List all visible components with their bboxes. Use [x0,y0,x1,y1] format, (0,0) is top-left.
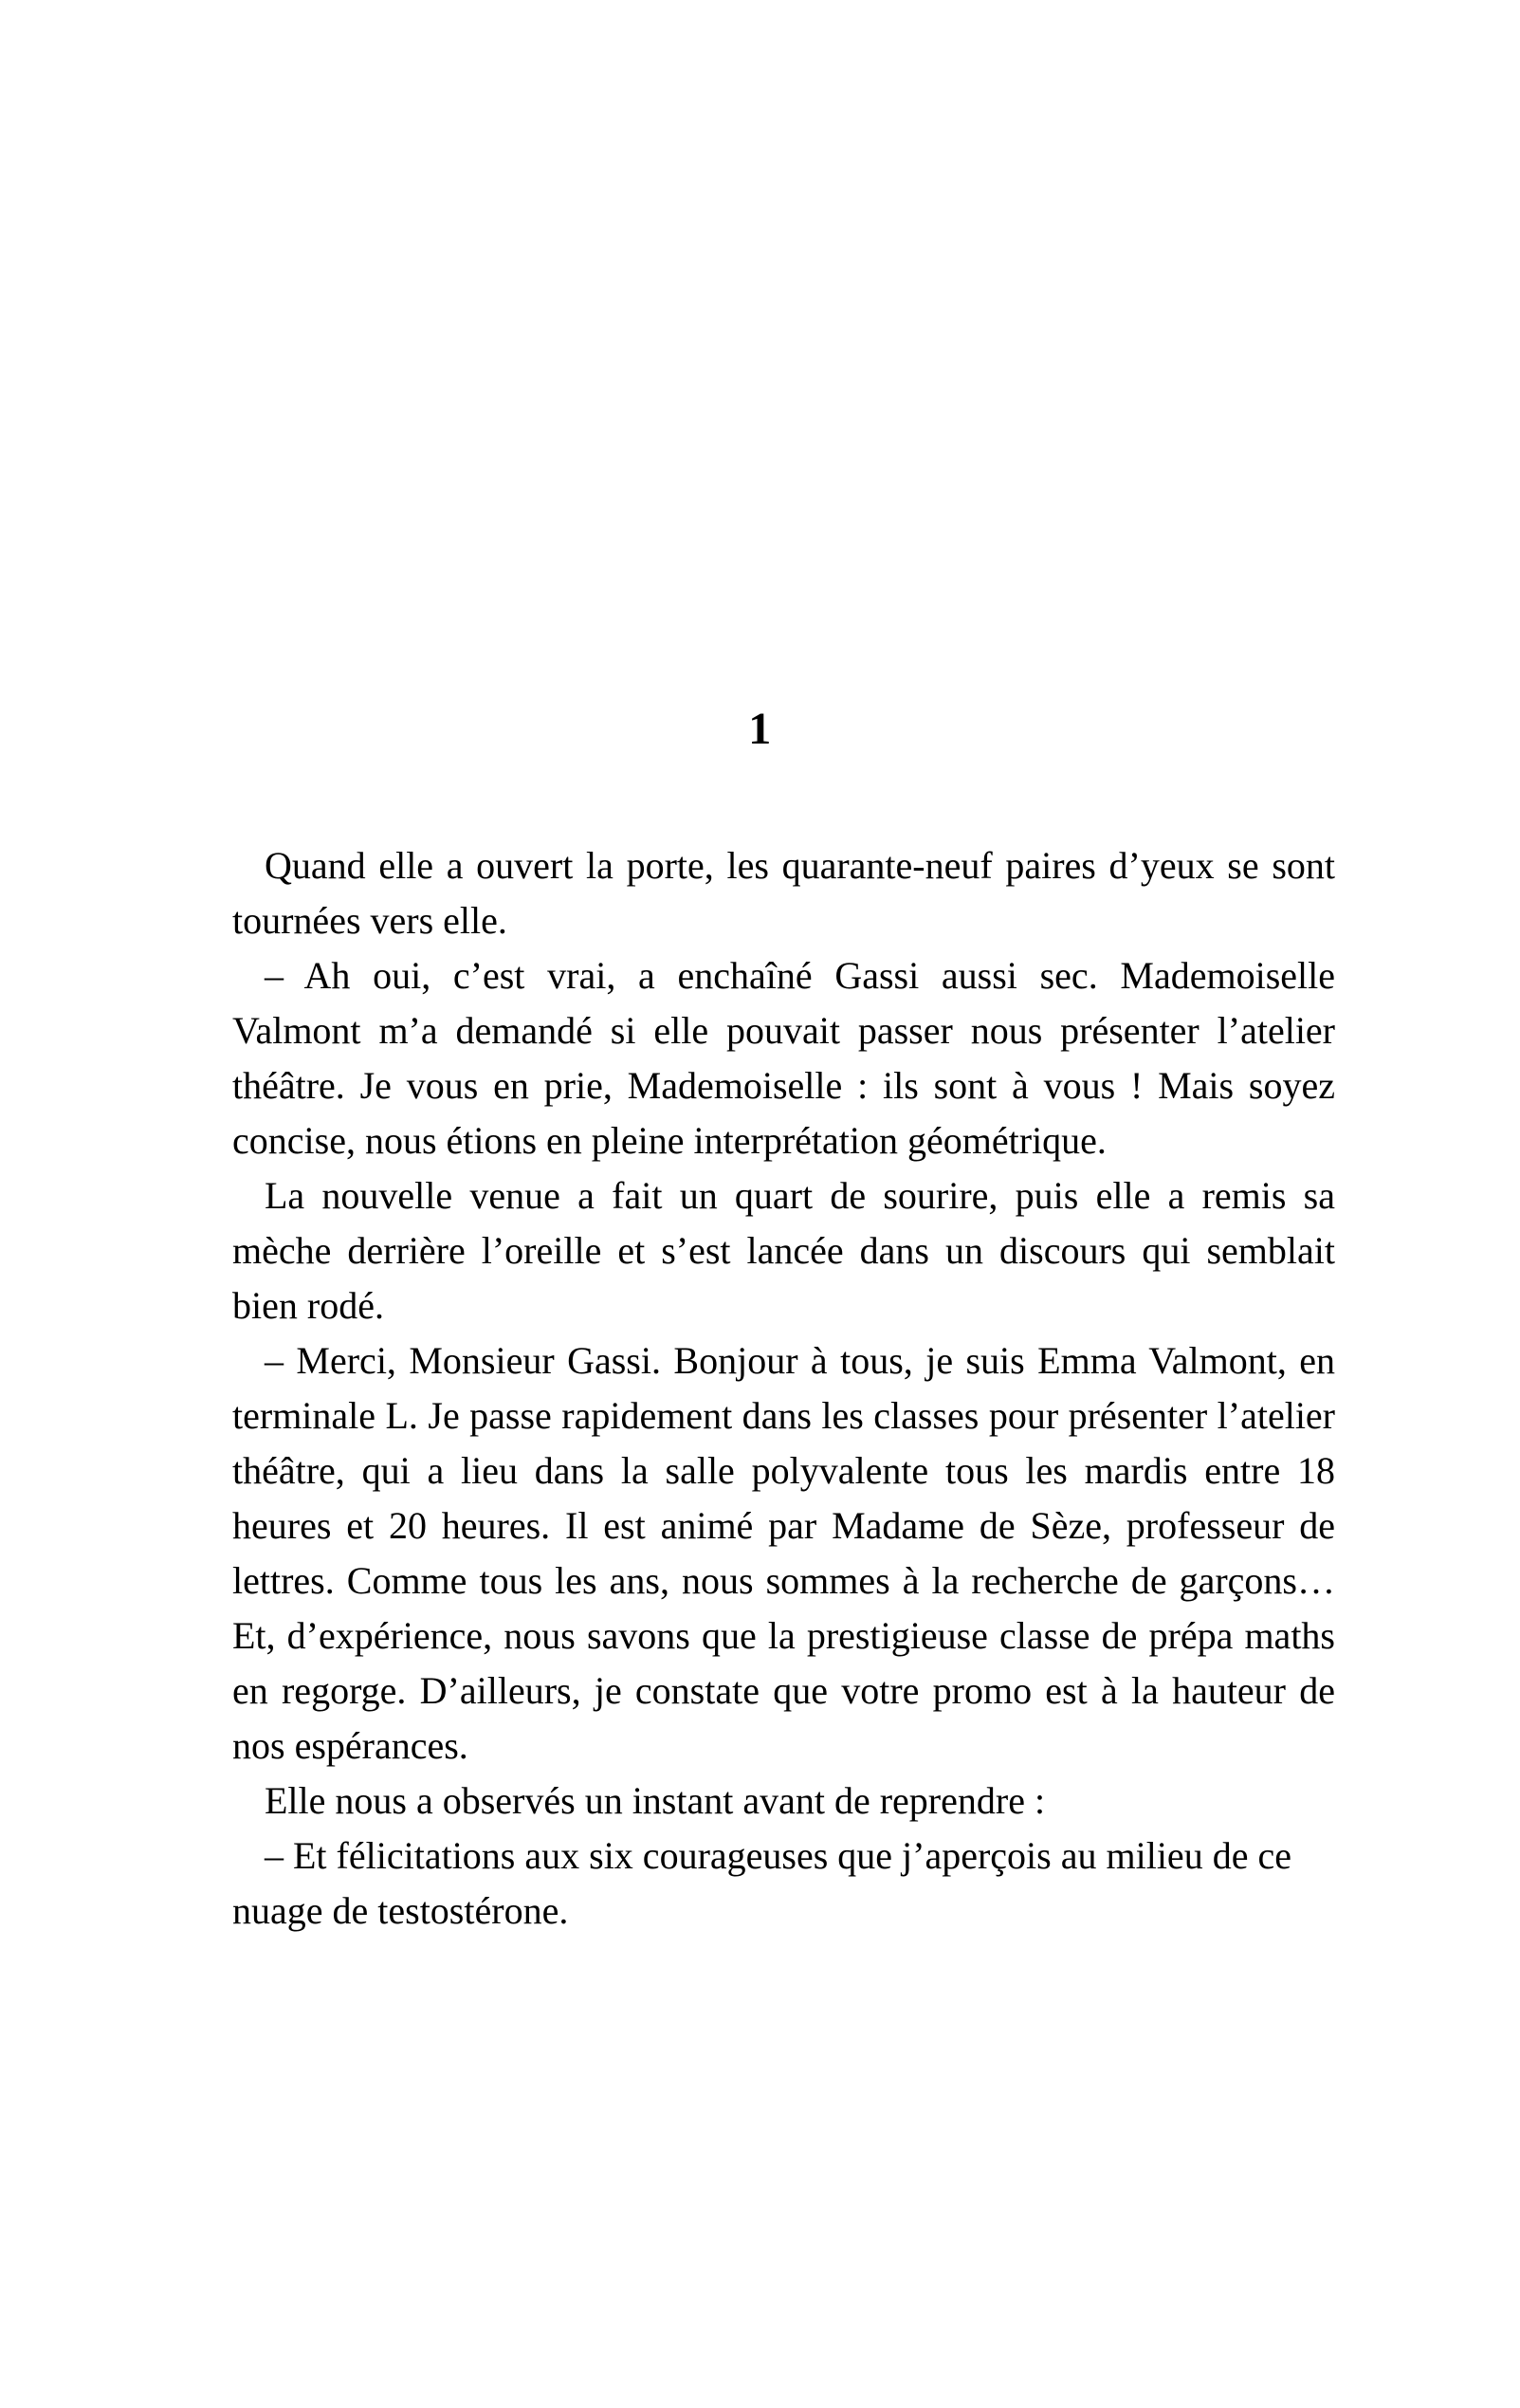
chapter-number: 1 [748,704,772,754]
paragraph: – Ah oui, c’est vrai, a enchaîné Gassi aussi sec. Mademoiselle Valmont m’a demandé si elle pouvait passer nous présenter l’atelier théâtre. Je vous en prie, Mademoiselle : ils sont à vous ! Mais soyez concise, nous étions en pleine interprétation géométrique. [232,954,1335,1162]
paragraph: La nouvelle venue a fait un quart de sourire, puis elle a remis sa mèche derrière l’oreille et s’est lancée dans un discours qui semblait bien rodé. [232,1174,1335,1327]
body-text-block [232,838,1335,1939]
paragraph: Elle nous a observés un instant avant de reprendre : [265,1779,1046,1822]
paragraph: Quand elle a ouvert la porte, les quarante-neuf paires d’yeux se sont tournées vers elle. [232,844,1335,942]
paragraph: – Et félicitations aux six courageuses que j’aperçois au milieu de ce nuage de testostérone. [232,1834,1291,1932]
paragraph: – Merci, Monsieur Gassi. Bonjour à tous, je suis Emma Valmont, en terminale L. Je passe rapidement dans les classes pour présenter l’atelier théâtre, qui a lieu dans la salle polyvalente tous les mardis entre 18 heures et 20 heures. Il est animé par Madame de Sèze, professeur de lettres. Comme tous les ans, nous sommes à la recherche de garçons… Et, d’expérience, nous savons que la prestigieuse classe de prépa maths en regorge. D’ailleurs, je constate que votre promo est à la hauteur de nos espérances. [232,1339,1335,1767]
